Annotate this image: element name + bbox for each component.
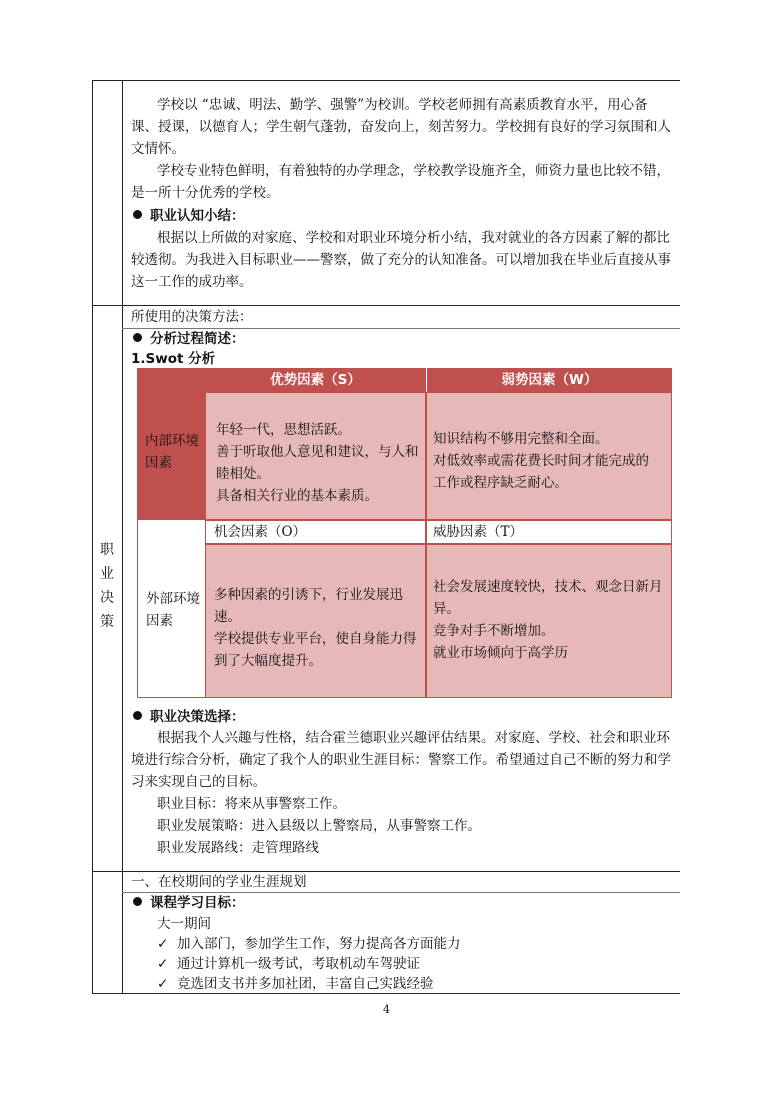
- choice-heading: 职业决策选择：: [133, 706, 245, 728]
- summary-line: 这一工作的成功率。: [131, 274, 253, 290]
- bullet-icon: [133, 333, 142, 342]
- o-cell: [205, 544, 426, 698]
- plan-title: 一、在校期间的学业生涯规划: [131, 874, 307, 890]
- s-line: 善于听取他人意见和建议，与人和: [216, 444, 419, 460]
- side-char: 职: [100, 542, 114, 558]
- external-label: 外部环境: [146, 591, 200, 607]
- plan-item-text: 加入部门，参加学生工作，努力提高各方面能力: [177, 936, 461, 952]
- career-route: 职业发展路线：走管理路线: [157, 840, 319, 856]
- external-label: 因素: [146, 613, 173, 629]
- choice-line: 境进行综合分析，确定了我个人的职业生涯目标：警察工作。希望通过自己不断的努力和学: [131, 752, 671, 768]
- plan-item: [157, 933, 461, 955]
- t-line: 异。: [433, 601, 460, 617]
- plan-period: 大一期间: [157, 916, 211, 932]
- t-cell: [426, 544, 672, 698]
- side-char: 策: [100, 614, 114, 630]
- plan-item-text: 通过计算机一级考试，考取机动车驾驶证: [177, 956, 420, 972]
- table-top-border: [92, 80, 680, 81]
- choice-line: 根据我个人兴趣与性格，结合霍兰德职业兴趣评估结果。对家庭、学校、社会和职业环: [157, 730, 670, 746]
- bullet-icon: [133, 897, 142, 906]
- check-icon: ✓: [157, 976, 169, 992]
- side-label: [92, 538, 122, 634]
- summary-line: 根据以上所做的对家庭、学校和对职业环境分析小结，我对就业的各方因素了解的都比: [157, 230, 670, 246]
- o-header-label: 机会因素（O）: [214, 524, 307, 540]
- internal-label-cell: [137, 368, 205, 520]
- plan-item: [157, 953, 420, 975]
- intro-line: 学校以 “忠诚、明法、勤学、强警”为校训。学校老师拥有高素质教育水平，用心备: [157, 97, 648, 113]
- page-number: 4: [383, 1003, 390, 1016]
- w-line: 对低效率或需花费长时间才能完成的: [433, 453, 649, 469]
- s-header: 优势因素（S）: [205, 368, 426, 392]
- bullet-icon: [133, 711, 142, 720]
- summary-line: 较透彻。为我进入目标职业——警察，做了充分的认知准备。可以增加我在毕业后直接从事: [131, 252, 671, 268]
- t-line: 就业市场倾向于高学历: [433, 645, 568, 661]
- plan-heading: 课程学习目标：: [133, 892, 245, 914]
- w-line: 知识结构不够用完整和全面。: [433, 431, 609, 447]
- s-line: 年轻一代，思想活跃。: [216, 422, 351, 438]
- external-label-cell: [137, 520, 205, 698]
- o-line: 到了大幅度提升。: [214, 653, 322, 669]
- table-left-border: [92, 80, 93, 994]
- t-header: [426, 520, 672, 544]
- side-char: 业: [100, 566, 114, 582]
- swot-title: 1.Swot 分析: [131, 351, 216, 367]
- process-heading: 分析过程简述：: [133, 328, 245, 350]
- t-line: 竞争对手不断增加。: [433, 623, 555, 639]
- side-char: 决: [100, 590, 114, 606]
- w-cell: [426, 392, 672, 520]
- t-line: 社会发展速度较快，技术、观念日新月: [433, 579, 663, 595]
- bullet-icon: [133, 210, 142, 219]
- plan-item: [157, 973, 434, 995]
- check-icon: ✓: [157, 956, 169, 972]
- w-line: 工作或程序缺乏耐心。: [433, 475, 568, 491]
- intro-line: 是一所十分优秀的学校。: [131, 185, 280, 201]
- internal-label: 内部环境: [145, 433, 199, 449]
- intro-line: 课、授课，以德育人；学生朝气蓬勃，奋发向上，刻苦努力。学校拥有良好的学习氛围和人: [131, 119, 671, 135]
- intro-line: 文情怀。: [131, 141, 185, 157]
- career-strategy: 职业发展策略：进入县级以上警察局，从事警察工作。: [157, 818, 481, 834]
- o-line: 学校提供专业平台，使自身能力得: [214, 631, 417, 647]
- s-line: 睦相处。: [216, 466, 270, 482]
- w-header: 弱势因素（W）: [426, 368, 672, 392]
- s-line: 具备相关行业的基本素质。: [216, 488, 378, 504]
- decision-method: 所使用的决策方法：: [131, 309, 253, 325]
- column-divider: [122, 80, 123, 994]
- internal-label: 因素: [145, 455, 172, 471]
- check-icon: ✓: [157, 936, 169, 952]
- t-header-label: 威胁因素（T）: [433, 524, 524, 540]
- swot-table: [137, 368, 672, 698]
- o-header: [205, 520, 426, 544]
- s-cell: [205, 392, 426, 520]
- o-line: 多种因素的引诱下，行业发展迅速。: [214, 587, 403, 625]
- summary-heading: 职业认知小结：: [133, 205, 245, 227]
- intro-line: 学校专业特色鲜明，有着独特的办学理念，学校教学设施齐全，师资力量也比较不错，: [157, 163, 670, 179]
- career-goal: 职业目标：将来从事警察工作。: [157, 796, 346, 812]
- choice-line: 习来实现自己的目标。: [131, 774, 266, 790]
- plan-item-text: 竞选团支书并多加社团，丰富自己实践经验: [177, 976, 434, 992]
